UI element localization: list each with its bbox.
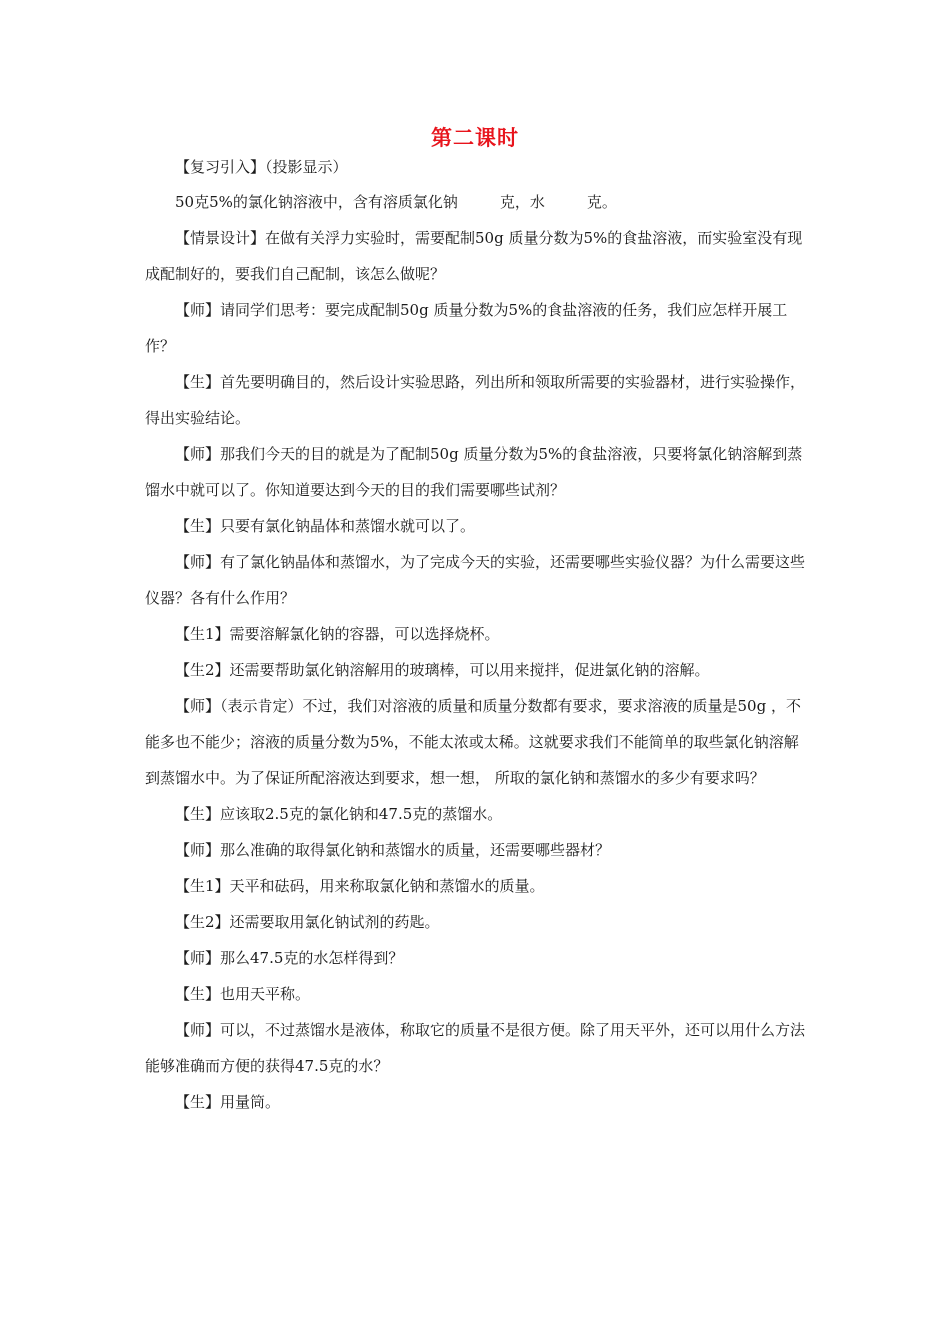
document-body (145, 150, 807, 1120)
paragraph-dialogue: 【生】只要有氯化钠晶体和蒸馏水就可以了。 (175, 517, 476, 535)
paragraph-dialogue: 【师】请同学们思考：要完成配制50g 质量分数为5%的食盐溶液的任务，我们应怎样开展工作？ (145, 301, 788, 355)
paragraph-dialogue: 【师】可以，不过蒸馏水是液体，称取它的质量不是很方便。除了用天平外，还可以用什么方法能够准确而方便的获得47.5克的水？ (145, 1021, 806, 1075)
paragraph-dialogue: 【师】有了氯化钠晶体和蒸馏水，为了完成今天的实验，还需要哪些实验仪器？为什么需要这些仪器？各有什么作用？ (145, 553, 806, 607)
paragraph-dialogue: 【生】首先要明确目的，然后设计实验思路，列出所和领取所需要的实验器材，进行实验操作，得出实验结论。 (145, 373, 806, 427)
question-text: 50克5%的氯化钠溶液中，含有溶质氯化钠 (175, 193, 458, 211)
paragraph-dialogue: 【生】也用天平称。 (175, 985, 311, 1003)
paragraph-dialogue: 【生】应该取2.5克的氯化钠和47.5克的蒸馏水。 (175, 805, 503, 823)
paragraph-dialogue: 【师】（表示肯定）不过，我们对溶液的质量和质量分数都有要求，要求溶液的质量是50g ，不能多也不能少；溶液的质量分数为5%，不能太浓或太稀。这就要求我们不能简单的取些氯化钠溶解到蒸馏水中。为了保证所配溶液达到要求，想一想， 所取的氯化钠和蒸馏水的多少有要求吗？ (145, 697, 801, 787)
page-title: 第二课时 (431, 126, 519, 150)
paragraph-scenario: 【情景设计】在做有关浮力实验时，需要配制50g 质量分数为5%的食盐溶液，而实验室没有现成配制好的，要我们自己配制，该怎么做呢？ (145, 229, 803, 283)
paragraph-dialogue: 【生2】还需要取用氯化钠试剂的药匙。 (175, 913, 440, 931)
paragraph-dialogue: 【师】那我们今天的目的就是为了配制50g 质量分数为5%的食盐溶液，只要将氯化钠溶解到蒸馏水中就可以了。你知道要达到今天的目的我们需要哪些试剂？ (145, 445, 803, 499)
paragraph-dialogue: 【生1】天平和砝码，用来称取氯化钠和蒸馏水的质量。 (175, 877, 545, 895)
question-unit-water: 克。 (586, 193, 617, 211)
paragraph-dialogue: 【师】那么准确的取得氯化钠和蒸馏水的质量，还需要哪些器材？ (175, 841, 611, 859)
paragraph-dialogue: 【师】那么47.5克的水怎样得到？ (175, 949, 404, 967)
question-unit-solute: 克，水 (499, 193, 545, 211)
paragraph-review-intro: 【复习引入】（投影显示） (175, 158, 348, 176)
paragraph-dialogue: 【生】用量筒。 (175, 1093, 281, 1111)
paragraph-dialogue: 【生1】需要溶解氯化钠的容器，可以选择烧杯。 (175, 625, 500, 643)
paragraph-dialogue: 【生2】还需要帮助氯化钠溶解用的玻璃棒，可以用来搅拌，促进氯化钠的溶解。 (175, 661, 710, 679)
paragraph-question (145, 185, 807, 220)
